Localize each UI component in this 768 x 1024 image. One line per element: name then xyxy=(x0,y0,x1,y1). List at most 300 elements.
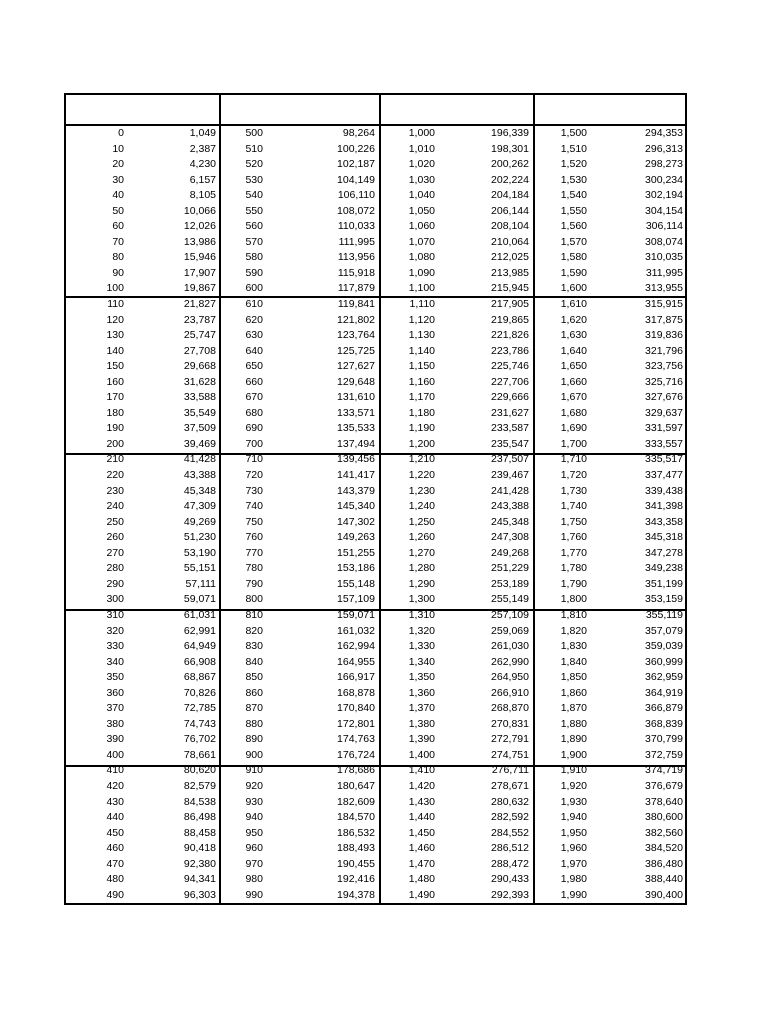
table-row xyxy=(221,779,379,795)
row-value: 1,049 xyxy=(189,127,216,139)
row-key: 1,240 xyxy=(408,500,435,513)
row-key: 990 xyxy=(245,888,263,901)
row-key: 240 xyxy=(106,500,124,513)
row-value: 286,512 xyxy=(491,842,529,855)
table-row xyxy=(66,530,219,546)
row-key: 220 xyxy=(106,469,124,482)
row-value: 117,879 xyxy=(337,282,375,295)
row-value: 131,610 xyxy=(337,391,375,404)
row-key: 200 xyxy=(106,437,124,450)
table-row xyxy=(381,142,533,158)
row-key: 1,160 xyxy=(408,375,435,388)
row-value: 221,826 xyxy=(491,329,529,342)
row-key: 1,030 xyxy=(408,173,435,186)
row-key: 970 xyxy=(245,857,263,870)
row-key: 980 xyxy=(245,873,263,886)
row-value: 41,428 xyxy=(183,453,216,466)
row-key: 1,060 xyxy=(408,220,435,233)
row-value: 274,751 xyxy=(491,748,529,761)
row-key: 490 xyxy=(106,888,124,901)
row-key: 1,450 xyxy=(408,826,435,839)
row-key: 600 xyxy=(245,282,263,295)
table-row xyxy=(221,188,379,204)
row-value: 294,353 xyxy=(645,127,683,139)
table-row xyxy=(221,142,379,158)
row-key: 1,560 xyxy=(560,220,587,233)
table-row xyxy=(221,608,379,624)
row-key: 1,530 xyxy=(560,173,587,186)
data-table xyxy=(64,93,687,905)
row-key: 1,710 xyxy=(560,453,587,466)
table-row xyxy=(66,235,219,251)
table-row xyxy=(535,686,687,702)
table-row xyxy=(381,561,533,577)
table-row xyxy=(535,515,687,531)
row-key: 1,380 xyxy=(408,717,435,730)
row-value: 310,035 xyxy=(645,251,683,264)
row-value: 370,799 xyxy=(645,733,683,746)
table-row xyxy=(535,421,687,437)
row-value: 351,199 xyxy=(645,577,683,590)
row-key: 1,090 xyxy=(408,266,435,279)
row-key: 1,050 xyxy=(408,204,435,217)
row-key: 920 xyxy=(245,779,263,792)
table-row xyxy=(221,313,379,329)
row-value: 78,661 xyxy=(183,748,216,761)
row-value: 219,865 xyxy=(491,313,529,326)
row-key: 1,250 xyxy=(408,515,435,528)
row-value: 139,456 xyxy=(337,453,375,466)
row-key: 800 xyxy=(245,593,263,606)
table-row xyxy=(66,188,219,204)
row-key: 760 xyxy=(245,531,263,544)
table-row xyxy=(221,732,379,748)
row-value: 302,194 xyxy=(645,189,683,202)
row-key: 900 xyxy=(245,748,263,761)
table-row xyxy=(535,748,687,764)
table-row xyxy=(66,670,219,686)
row-value: 353,159 xyxy=(645,593,683,606)
header-cell-2 xyxy=(221,95,379,125)
row-key: 230 xyxy=(106,484,124,497)
row-value: 39,469 xyxy=(183,437,216,450)
table-row xyxy=(535,888,687,904)
table-row xyxy=(221,795,379,811)
table-row xyxy=(381,748,533,764)
row-value: 290,433 xyxy=(491,873,529,886)
table-row xyxy=(221,204,379,220)
row-value: 257,109 xyxy=(491,608,529,621)
row-key: 120 xyxy=(106,313,124,326)
table-row xyxy=(535,157,687,173)
table-row xyxy=(535,344,687,360)
row-key: 550 xyxy=(245,204,263,217)
row-value: 341,398 xyxy=(645,500,683,513)
row-key: 1,700 xyxy=(560,437,587,450)
table-row xyxy=(381,452,533,468)
row-key: 820 xyxy=(245,624,263,637)
row-key: 1,660 xyxy=(560,375,587,388)
table-row xyxy=(66,406,219,422)
table-row xyxy=(221,624,379,640)
row-value: 231,627 xyxy=(491,406,529,419)
row-value: 390,400 xyxy=(645,888,683,901)
row-value: 17,907 xyxy=(183,266,216,279)
row-value: 27,708 xyxy=(183,344,216,357)
table-row xyxy=(221,328,379,344)
row-value: 15,946 xyxy=(183,251,216,264)
table-row xyxy=(535,561,687,577)
table-row xyxy=(535,608,687,624)
row-key: 180 xyxy=(106,406,124,419)
row-key: 1,940 xyxy=(560,811,587,824)
row-key: 1,490 xyxy=(408,888,435,901)
row-key: 1,110 xyxy=(409,298,435,311)
row-key: 610 xyxy=(245,298,263,311)
table-row xyxy=(381,670,533,686)
row-key: 130 xyxy=(106,329,124,342)
row-key: 40 xyxy=(112,189,124,202)
table-row xyxy=(535,872,687,888)
table-row xyxy=(221,126,379,142)
row-value: 368,839 xyxy=(645,717,683,730)
row-key: 0 xyxy=(118,127,124,139)
row-value: 272,791 xyxy=(491,733,529,746)
row-value: 374,719 xyxy=(645,764,683,777)
table-row xyxy=(535,795,687,811)
row-key: 210 xyxy=(106,453,124,466)
table-row xyxy=(221,421,379,437)
row-value: 331,597 xyxy=(645,422,683,435)
table-row xyxy=(66,561,219,577)
row-value: 327,676 xyxy=(645,391,683,404)
row-value: 386,480 xyxy=(645,857,683,870)
table-row xyxy=(535,313,687,329)
row-value: 304,154 xyxy=(645,204,683,217)
table-row xyxy=(66,732,219,748)
row-key: 640 xyxy=(245,344,263,357)
row-value: 53,190 xyxy=(183,546,216,559)
row-key: 1,020 xyxy=(408,158,435,171)
row-key: 100 xyxy=(106,282,124,295)
table-row xyxy=(221,297,379,313)
row-key: 1,890 xyxy=(560,733,587,746)
table-row xyxy=(381,732,533,748)
row-key: 1,960 xyxy=(560,842,587,855)
row-value: 378,640 xyxy=(645,795,683,808)
table-row xyxy=(66,468,219,484)
row-value: 43,388 xyxy=(183,469,216,482)
row-key: 460 xyxy=(106,842,124,855)
row-value: 190,455 xyxy=(337,857,375,870)
row-key: 1,270 xyxy=(408,546,435,559)
row-value: 21,827 xyxy=(183,298,216,311)
table-row xyxy=(535,732,687,748)
row-value: 296,313 xyxy=(645,142,683,155)
table-row xyxy=(381,826,533,842)
row-key: 890 xyxy=(245,733,263,746)
row-key: 1,680 xyxy=(560,406,587,419)
row-key: 1,640 xyxy=(560,344,587,357)
row-key: 1,670 xyxy=(560,391,587,404)
table-row xyxy=(535,624,687,640)
row-value: 366,879 xyxy=(645,702,683,715)
table-row xyxy=(381,204,533,220)
table-row xyxy=(221,359,379,375)
row-key: 1,130 xyxy=(408,329,435,342)
row-value: 70,826 xyxy=(183,686,216,699)
row-key: 1,010 xyxy=(408,142,435,155)
row-key: 810 xyxy=(245,608,263,621)
row-value: 127,627 xyxy=(337,360,375,373)
table-row xyxy=(66,313,219,329)
table-row xyxy=(221,406,379,422)
row-value: 172,801 xyxy=(337,717,375,730)
row-value: 202,224 xyxy=(491,173,529,186)
row-value: 115,918 xyxy=(337,266,375,279)
row-value: 237,507 xyxy=(491,453,529,466)
table-row xyxy=(221,686,379,702)
row-key: 740 xyxy=(245,500,263,513)
row-key: 1,310 xyxy=(408,608,435,621)
table-row xyxy=(381,235,533,251)
row-key: 1,920 xyxy=(560,779,587,792)
table-row xyxy=(535,826,687,842)
row-key: 1,950 xyxy=(560,826,587,839)
row-key: 1,760 xyxy=(560,531,587,544)
table-row xyxy=(535,281,687,297)
row-key: 430 xyxy=(106,795,124,808)
row-key: 1,860 xyxy=(560,686,587,699)
table-row xyxy=(535,437,687,453)
row-key: 1,800 xyxy=(560,593,587,606)
row-key: 90 xyxy=(112,266,124,279)
row-value: 280,632 xyxy=(491,795,529,808)
row-key: 1,520 xyxy=(560,158,587,171)
row-key: 1,980 xyxy=(560,873,587,886)
row-key: 710 xyxy=(245,453,263,466)
table-row xyxy=(221,577,379,593)
table-row xyxy=(66,281,219,297)
table-row xyxy=(66,624,219,640)
row-key: 790 xyxy=(245,577,263,590)
row-key: 530 xyxy=(245,173,263,186)
row-value: 100,226 xyxy=(337,142,375,155)
table-row xyxy=(66,748,219,764)
row-key: 570 xyxy=(245,235,263,248)
table-row xyxy=(221,468,379,484)
table-row xyxy=(381,639,533,655)
table-row xyxy=(535,484,687,500)
row-key: 480 xyxy=(106,873,124,886)
row-key: 150 xyxy=(106,360,124,373)
row-value: 161,032 xyxy=(337,624,375,637)
row-key: 1,510 xyxy=(560,142,587,155)
table-row xyxy=(66,795,219,811)
row-key: 1,260 xyxy=(408,531,435,544)
table-row xyxy=(535,406,687,422)
table-row xyxy=(381,515,533,531)
table-row xyxy=(535,359,687,375)
table-row xyxy=(221,888,379,904)
row-value: 376,679 xyxy=(645,779,683,792)
table-row xyxy=(381,375,533,391)
row-value: 276,711 xyxy=(491,764,529,777)
table-row xyxy=(381,126,533,142)
table-row xyxy=(66,437,219,453)
table-row xyxy=(66,857,219,873)
row-value: 141,417 xyxy=(337,469,375,482)
table-row xyxy=(221,452,379,468)
row-key: 1,390 xyxy=(408,733,435,746)
row-key: 1,970 xyxy=(560,857,587,870)
row-key: 1,080 xyxy=(408,251,435,264)
row-value: 6,157 xyxy=(189,173,216,186)
row-key: 720 xyxy=(245,469,263,482)
table-row xyxy=(535,530,687,546)
row-value: 51,230 xyxy=(183,531,216,544)
row-key: 1,330 xyxy=(408,640,435,653)
row-value: 251,229 xyxy=(491,562,529,575)
row-value: 357,079 xyxy=(645,624,683,637)
row-key: 1,070 xyxy=(408,235,435,248)
row-key: 380 xyxy=(106,717,124,730)
row-key: 580 xyxy=(245,251,263,264)
table-row xyxy=(66,484,219,500)
row-value: 261,030 xyxy=(491,640,529,653)
row-value: 229,666 xyxy=(491,391,529,404)
row-key: 160 xyxy=(106,375,124,388)
row-value: 13,986 xyxy=(183,235,216,248)
row-value: 86,498 xyxy=(183,811,216,824)
row-value: 104,149 xyxy=(337,173,375,186)
row-key: 1,720 xyxy=(560,469,587,482)
table-column-4 xyxy=(535,126,687,903)
table-row xyxy=(535,670,687,686)
row-value: 66,908 xyxy=(183,655,216,668)
row-key: 770 xyxy=(245,546,263,559)
row-key: 1,420 xyxy=(408,779,435,792)
row-key: 1,810 xyxy=(560,608,587,621)
row-key: 1,480 xyxy=(408,873,435,886)
table-row xyxy=(381,624,533,640)
table-row xyxy=(66,142,219,158)
table-row xyxy=(221,344,379,360)
row-value: 98,264 xyxy=(342,127,375,139)
row-key: 1,370 xyxy=(408,702,435,715)
row-value: 106,110 xyxy=(337,189,375,202)
row-value: 335,517 xyxy=(645,453,683,466)
table-row xyxy=(66,701,219,717)
row-key: 1,690 xyxy=(560,422,587,435)
row-key: 520 xyxy=(245,158,263,171)
row-value: 76,702 xyxy=(183,733,216,746)
table-row xyxy=(535,701,687,717)
row-key: 1,150 xyxy=(408,360,435,373)
row-key: 940 xyxy=(245,811,263,824)
table-row xyxy=(381,188,533,204)
row-value: 90,418 xyxy=(183,842,216,855)
table-row xyxy=(381,390,533,406)
row-value: 186,532 xyxy=(337,826,375,839)
row-value: 300,234 xyxy=(645,173,683,186)
row-key: 1,900 xyxy=(560,748,587,761)
row-value: 196,339 xyxy=(491,127,529,139)
row-key: 1,600 xyxy=(560,282,587,295)
row-key: 1,620 xyxy=(560,313,587,326)
table-row xyxy=(535,188,687,204)
row-value: 325,716 xyxy=(645,375,683,388)
row-key: 410 xyxy=(106,764,124,777)
row-key: 960 xyxy=(245,842,263,855)
table-row xyxy=(66,577,219,593)
header-cell-3 xyxy=(381,95,533,125)
table-row xyxy=(221,701,379,717)
table-row xyxy=(535,655,687,671)
table-row xyxy=(535,857,687,873)
row-value: 288,472 xyxy=(491,857,529,870)
table-row xyxy=(535,779,687,795)
row-value: 68,867 xyxy=(183,671,216,684)
table-row xyxy=(381,499,533,515)
table-row xyxy=(381,281,533,297)
row-key: 140 xyxy=(106,344,124,357)
row-key: 1,200 xyxy=(408,437,435,450)
row-value: 143,379 xyxy=(337,484,375,497)
row-value: 8,105 xyxy=(189,189,216,202)
table-row xyxy=(381,484,533,500)
table-row xyxy=(66,452,219,468)
row-value: 339,438 xyxy=(645,484,683,497)
row-key: 1,410 xyxy=(408,764,435,777)
row-value: 157,109 xyxy=(337,593,375,606)
table-row xyxy=(66,499,219,515)
table-row xyxy=(381,157,533,173)
row-value: 208,104 xyxy=(491,220,529,233)
row-value: 135,533 xyxy=(337,422,375,435)
row-value: 268,870 xyxy=(491,702,529,715)
row-value: 225,746 xyxy=(491,360,529,373)
row-key: 840 xyxy=(245,655,263,668)
table-row xyxy=(66,250,219,266)
row-value: 133,571 xyxy=(337,406,375,419)
table-row xyxy=(221,266,379,282)
table-row xyxy=(535,390,687,406)
row-key: 80 xyxy=(112,251,124,264)
table-row xyxy=(535,810,687,826)
row-value: 347,278 xyxy=(645,546,683,559)
row-key: 30 xyxy=(112,173,124,186)
table-row xyxy=(221,250,379,266)
table-row xyxy=(66,297,219,313)
row-key: 1,470 xyxy=(408,857,435,870)
row-value: 253,189 xyxy=(491,577,529,590)
row-value: 311,995 xyxy=(645,266,683,279)
table-row xyxy=(66,841,219,857)
row-value: 111,995 xyxy=(338,235,375,248)
row-key: 470 xyxy=(106,857,124,870)
row-key: 620 xyxy=(245,313,263,326)
row-value: 166,917 xyxy=(337,671,375,684)
table-row xyxy=(535,375,687,391)
row-key: 1,280 xyxy=(408,562,435,575)
table-row xyxy=(66,359,219,375)
table-row xyxy=(221,281,379,297)
row-key: 1,770 xyxy=(560,546,587,559)
table-column-1 xyxy=(66,126,219,903)
row-key: 1,430 xyxy=(408,795,435,808)
table-row xyxy=(535,173,687,189)
